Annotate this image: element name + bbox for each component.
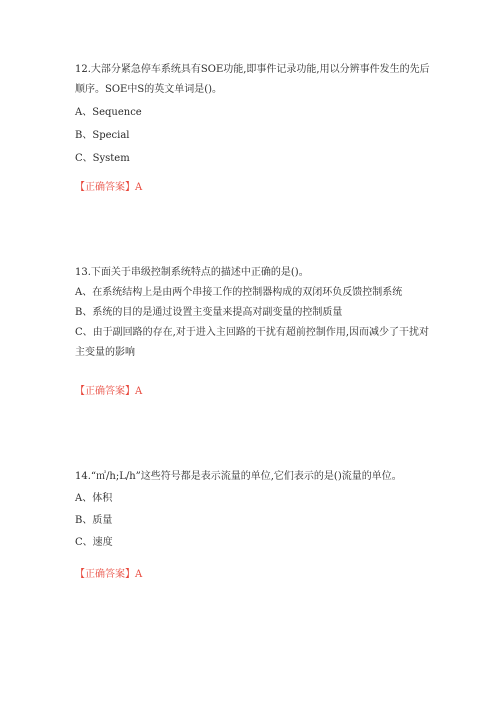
question-stem: 13.下面关于串级控制系统特点的描述中正确的是()。 [75, 267, 309, 278]
correct-answer: 【正确答案】A [75, 569, 143, 580]
option-c: C、速度 [75, 537, 113, 548]
option-c: C、System [75, 153, 130, 164]
option-c: C、由于副回路的存在,对于进入主回路的干扰有超前控制作用,因而减少了干扰对主变量的影响 [75, 327, 430, 358]
question-stem: 12.大部分紧急停车系统具有SOE功能,即事件记录功能,用以分辨事件发生的先后顺序。SOE中S的英文单词是()。 [75, 64, 430, 95]
question-stem: 14.“㎥/h;L/h”这些符号都是表示流量的单位,它们表示的是()流量的单位。 [75, 471, 402, 482]
option-b: B、系统的目的是通过设置主变量来提高对副变量的控制质量 [75, 307, 343, 318]
option-a: A、体积 [75, 493, 113, 504]
question-12 [75, 60, 435, 169]
correct-answer: 【正确答案】A [75, 182, 143, 193]
option-a: A、Sequence [75, 107, 142, 118]
question-14 [75, 467, 435, 553]
option-b: B、质量 [75, 515, 113, 526]
question-13 [75, 263, 435, 363]
correct-answer: 【正确答案】A [75, 386, 143, 397]
option-a: A、在系统结构上是由两个串接工作的控制器构成的双闭环负反馈控制系统 [75, 287, 403, 298]
option-b: B、Special [75, 130, 130, 141]
